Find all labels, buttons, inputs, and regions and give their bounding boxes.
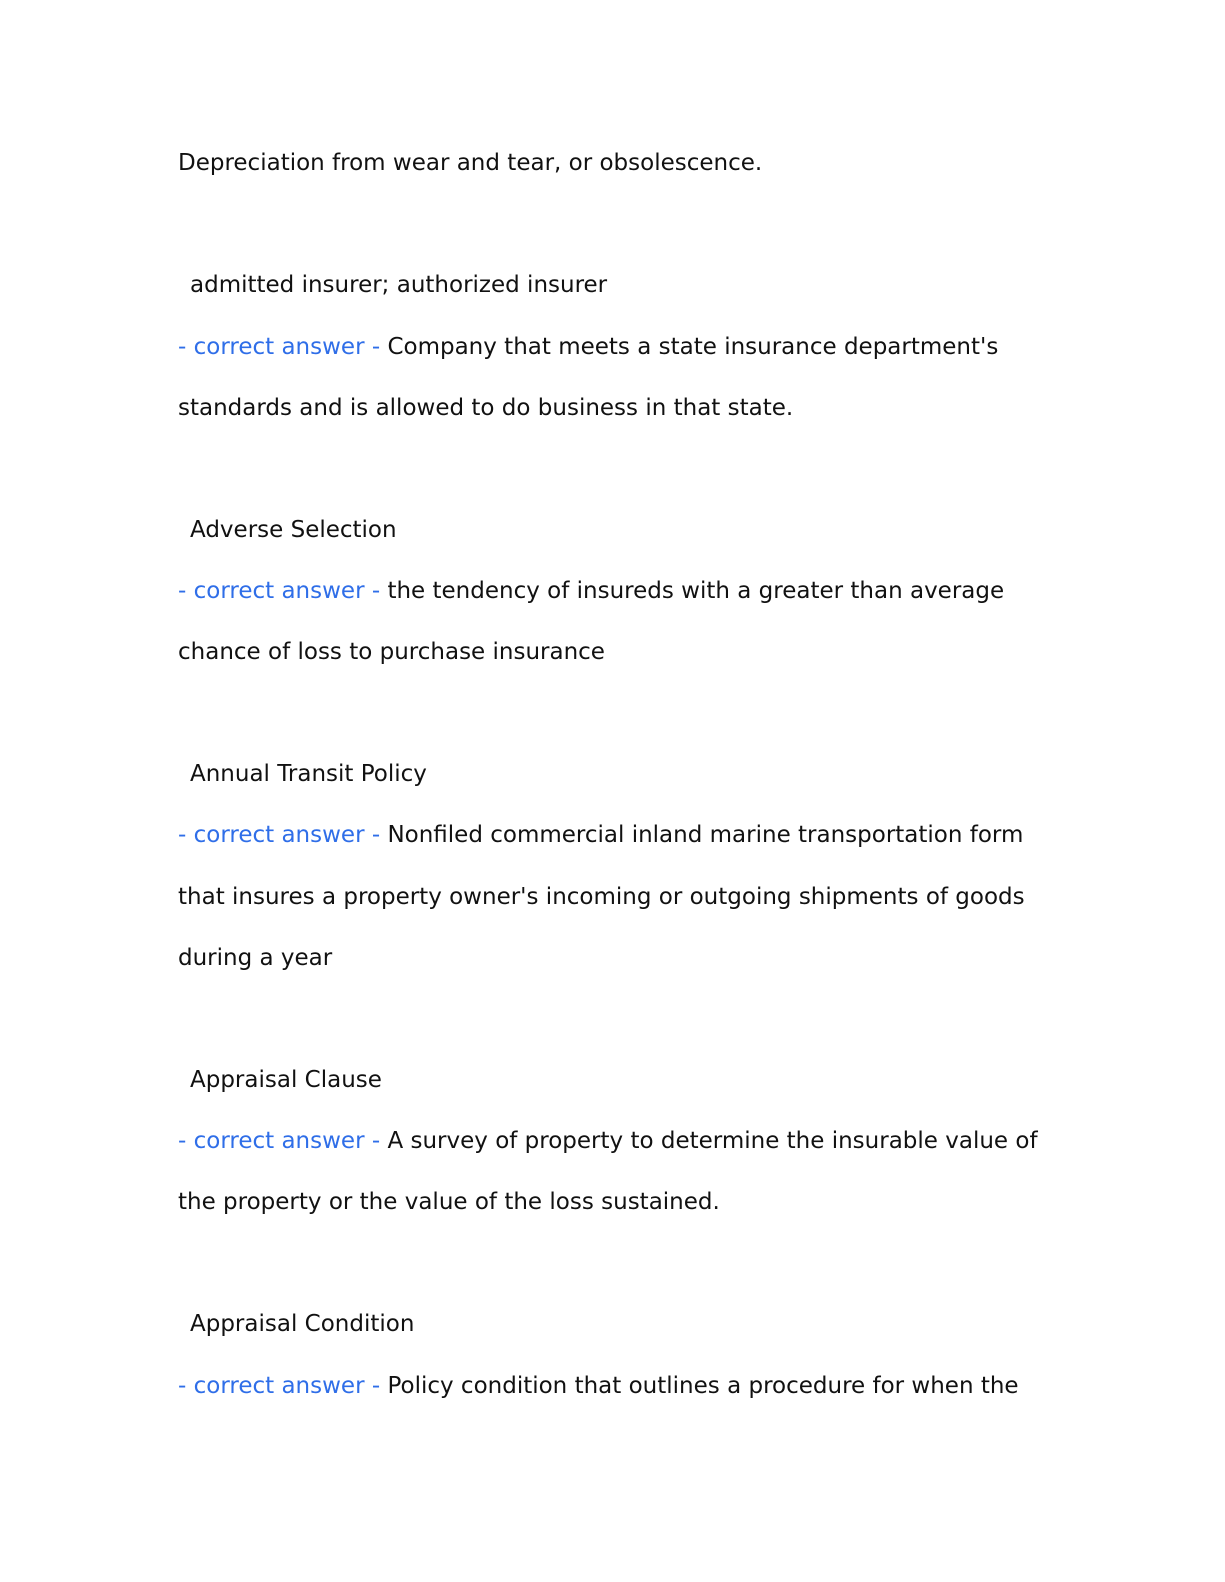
definition-line: that insures a property owner's incoming or outgoing shipments of goods xyxy=(178,884,1025,910)
definition-line: chance of loss to purchase insurance xyxy=(178,639,605,665)
definition-line xyxy=(178,576,1004,606)
definition-line xyxy=(178,1371,1019,1401)
definition-text: Nonfiled commercial inland marine transportation form xyxy=(387,822,1024,848)
answer-marker: - correct answer - xyxy=(178,1128,388,1154)
term-title: admitted insurer; authorized insurer xyxy=(190,272,608,298)
term-title: Adverse Selection xyxy=(190,517,397,543)
definition-line xyxy=(178,332,998,362)
answer-marker: - correct answer - xyxy=(178,578,388,604)
definition-text: Policy condition that outlines a procedure for when the xyxy=(387,1373,1019,1399)
definition-text: Company that meets a state insurance department's xyxy=(387,334,999,360)
answer-marker: - correct answer - xyxy=(178,822,388,848)
definition-text: the tendency of insureds with a greater than average xyxy=(387,578,1005,604)
term-title: Appraisal Clause xyxy=(190,1067,382,1093)
definition-line: standards and is allowed to do business in that state. xyxy=(178,395,794,421)
definition-line: the property or the value of the loss sustained. xyxy=(178,1189,720,1215)
definition-line xyxy=(178,820,1023,850)
term-title: Appraisal Condition xyxy=(190,1311,415,1337)
definition-line: during a year xyxy=(178,945,333,971)
definition-text: A survey of property to determine the insurable value of xyxy=(387,1128,1038,1154)
answer-marker: - correct answer - xyxy=(178,1373,388,1399)
continuation-text: Depreciation from wear and tear, or obsolescence. xyxy=(178,150,763,176)
definition-line xyxy=(178,1126,1038,1156)
term-title: Annual Transit Policy xyxy=(190,761,427,787)
answer-marker: - correct answer - xyxy=(178,334,388,360)
